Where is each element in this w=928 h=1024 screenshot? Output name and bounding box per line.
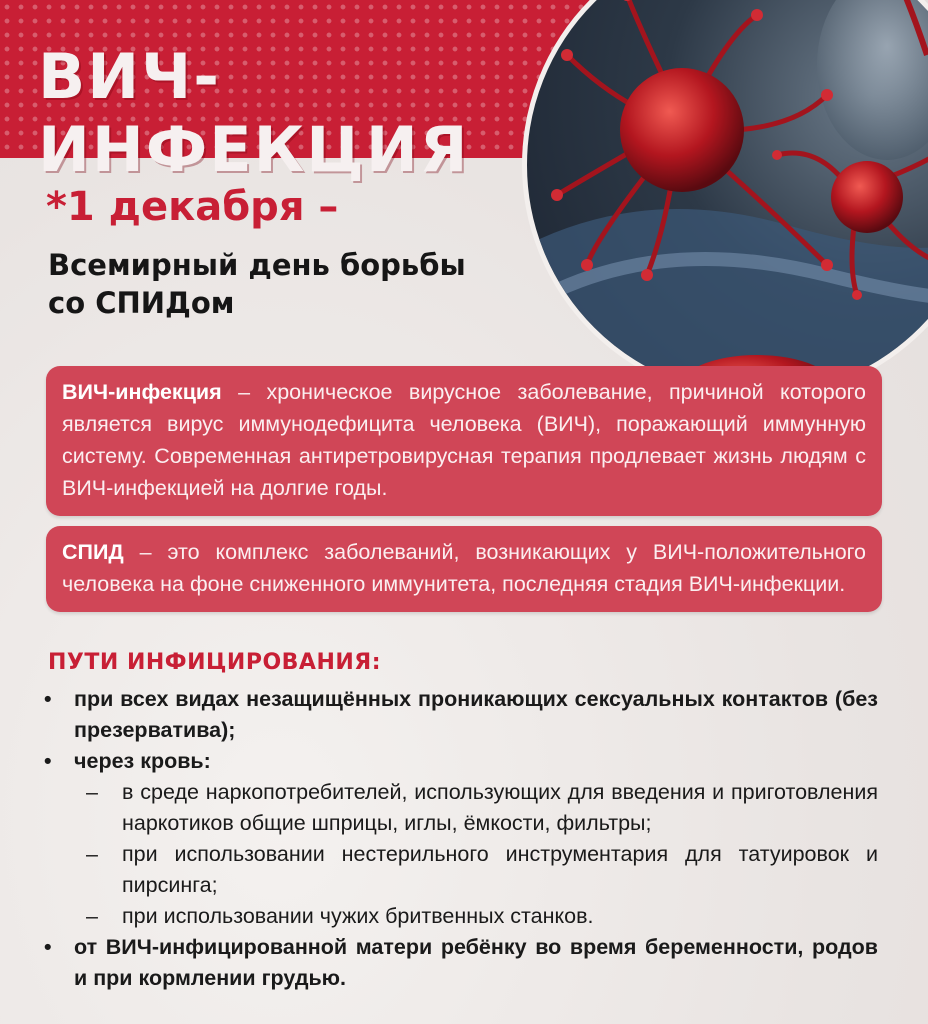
route-text: от ВИЧ-инфицированной матери ребёнку во время беременности, родов и при кормлении грудью. <box>74 935 878 990</box>
list-item <box>38 746 878 777</box>
sub-item-text: в среде наркопотребителей, использующих для введения и приготовления наркотиков общие шприцы, иглы, ёмкости, фильтры; <box>122 780 878 835</box>
sub-list-item <box>38 777 878 839</box>
sub-list-item <box>38 901 878 932</box>
aids-definition-box <box>46 526 882 612</box>
day-title: Всемирный день борьбы со СПИДом <box>48 248 466 320</box>
sub-item-text: при использовании нестерильного инструментария для татуировок и пирсинга; <box>122 842 878 897</box>
hiv-term: ВИЧ-инфекция <box>62 380 222 404</box>
aids-definition-text: – это комплекс заболеваний, возникающих у ВИЧ-положительного человека на фоне сниженного иммунитета, последняя стадия ВИЧ-инфекции. <box>62 540 866 596</box>
route-text: при всех видах незащищённых проникающих сексуальных контактов (без презерватива); <box>74 687 878 742</box>
bullet: • <box>44 687 52 711</box>
list-item <box>38 684 878 746</box>
header-band <box>0 0 600 186</box>
hiv-definition-text: – хроническое вирусное заболевание, причиной которого является вирус иммунодефицита человека (ВИЧ), поражающий иммунную систему. Современная антиретровирусная терапия продлевает жизнь людям с ВИЧ-инфекцией на долгие годы. <box>62 380 866 500</box>
virus-illustration <box>522 0 928 400</box>
routes-list <box>38 684 878 994</box>
dash: – <box>86 842 98 866</box>
sub-item-text: при использовании чужих бритвенных станков. <box>122 904 594 928</box>
bullet: • <box>44 749 52 773</box>
aids-term: СПИД <box>62 540 124 564</box>
dash: – <box>86 780 98 804</box>
page-title: ВИЧ-ИНФЕКЦИЯ <box>38 40 470 186</box>
route-text: через кровь: <box>74 749 211 773</box>
hiv-definition-box <box>46 366 882 516</box>
routes-heading: ПУТИ ИНФИЦИРОВАНИЯ: <box>48 650 382 675</box>
blood-sub-list <box>38 777 878 932</box>
bullet: • <box>44 935 52 959</box>
dash: – <box>86 904 98 928</box>
sub-list-item <box>38 839 878 901</box>
list-item <box>38 932 878 994</box>
date-heading: *1 декабря – <box>46 184 339 230</box>
